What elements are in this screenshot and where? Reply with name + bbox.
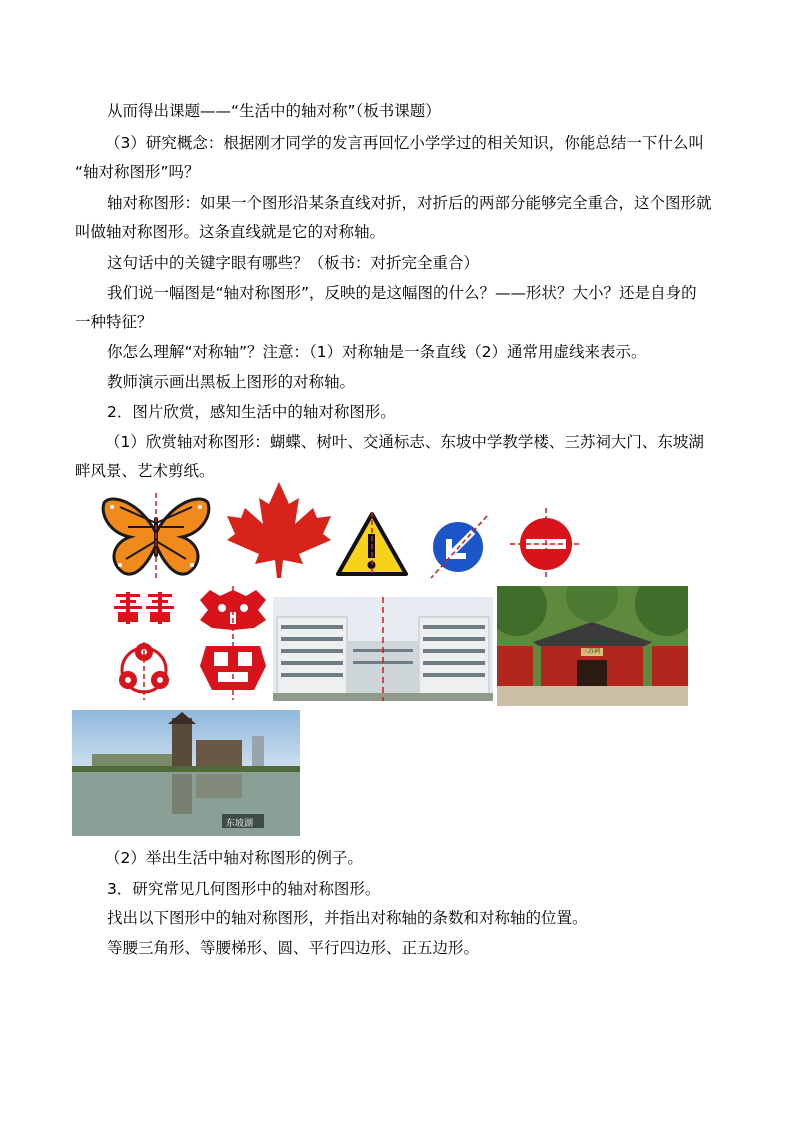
- gate-plaque-text: 三苏祠: [582, 648, 601, 655]
- no-entry-sign-image: [510, 508, 582, 580]
- lake-scenery-photo: [72, 710, 300, 836]
- paragraph-examples-task: （2）举出生活中轴对称图形的例子。: [105, 849, 363, 867]
- butterfly-image: [100, 493, 212, 579]
- temple-gate-photo: [497, 586, 688, 706]
- dragon-papercut-image: [196, 586, 270, 700]
- paragraph-definition-line1: 轴对称图形：如果一个图形沿某条直线对折，对折后的两部分能够完全重合，这个图形就: [107, 194, 712, 212]
- double-happiness-papercut-image: [108, 590, 180, 700]
- paragraph-topic: 从而得出课题——“生活中的轴对称”（板书课题）: [107, 102, 441, 120]
- maple-leaf-image: [225, 482, 333, 578]
- school-building-photo: [273, 597, 493, 701]
- paragraph-section-2: 2．图片欣赏，感知生活中的轴对称图形。: [107, 403, 396, 421]
- paragraph-question-line1: 我们说一幅图是“轴对称图形”，反映的是这幅图的什么？——形状？大小？还是自身的: [107, 284, 697, 302]
- direction-sign-image: [425, 512, 493, 580]
- paragraph-examples-line1: （1）欣赏轴对称图形：蝴蝶、树叶、交通标志、东坡中学教学楼、三苏祠大门、东坡湖: [105, 433, 704, 451]
- paragraph-instruction: 找出以下图形中的轴对称图形，并指出对称轴的条数和对称轴的位置。: [107, 909, 588, 927]
- paragraph-keywords: 这句话中的关键字眼有哪些？（板书：对折完全重合）: [107, 254, 480, 272]
- paragraph-examples-line2: 畔风景、艺术剪纸。: [75, 462, 215, 480]
- paragraph-axis-note: 你怎么理解“对称轴”？注意：（1）对称轴是一条直线（2）通常用虚线来表示。: [107, 343, 647, 361]
- paragraph-concept-line1: （3）研究概念：根据刚才同学的发言再回忆小学学过的相关知识，你能总结一下什么叫: [105, 134, 704, 152]
- paragraph-section-3: 3．研究常见几何图形中的轴对称图形。: [107, 880, 381, 898]
- lake-watermark-text: 东坡湖: [226, 819, 254, 829]
- paragraph-teacher-demo: 教师演示画出黑板上图形的对称轴。: [107, 373, 356, 391]
- paragraph-shape-list: 等腰三角形、等腰梯形、圆、平行四边形、正五边形。: [107, 939, 480, 957]
- warning-sign-image: [336, 512, 408, 576]
- paragraph-definition-line2: 叫做轴对称图形。这条直线就是它的对称轴。: [75, 223, 386, 241]
- paragraph-question-line2: 一种特征？: [75, 313, 153, 331]
- paragraph-concept-line2: “轴对称图形”吗？: [75, 163, 200, 181]
